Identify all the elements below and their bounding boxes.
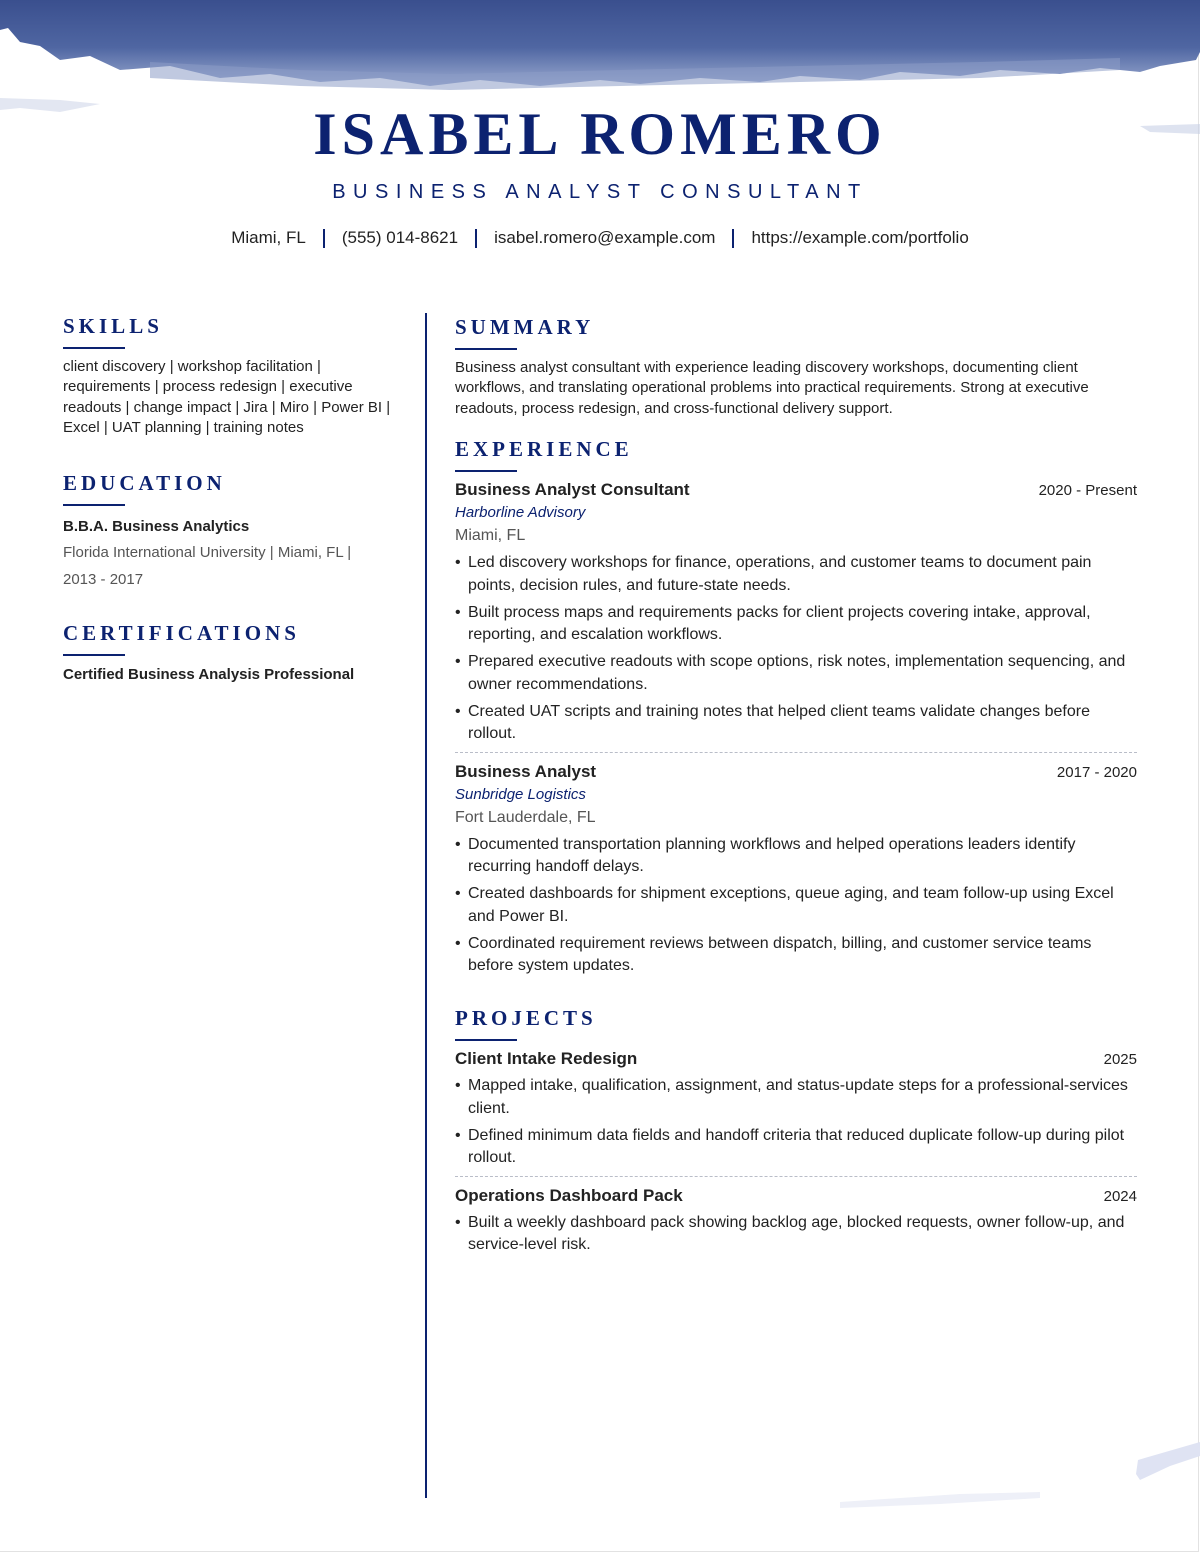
job-bullet: • Created UAT scripts and training notes that helped client teams validate changes before rollout. (455, 701, 1137, 746)
contact-line (0, 226, 1200, 250)
project-year: 2025 (1103, 1051, 1137, 1068)
skills-section (63, 313, 393, 438)
job-bullet: • Created dashboards for shipment exceptions, queue aging, and team follow-up using Excel and Power BI. (455, 883, 1137, 928)
job-header (455, 761, 1137, 784)
section-rule (63, 504, 125, 506)
job-title: Business Analyst Consultant (455, 480, 690, 499)
projects-heading: PROJECTS (455, 1006, 597, 1030)
education-section (63, 470, 393, 593)
skills-list: client discovery | workshop facilitation | requirements | process redesign | executive readouts | change impact | Jira | Miro | Power BI | Excel | UAT planning | training notes (63, 358, 391, 436)
project-title: Operations Dashboard Pack (455, 1185, 683, 1205)
entry-separator (455, 1176, 1137, 1177)
resume-header (0, 100, 1200, 250)
job-dates: 2020 - Present (1038, 482, 1137, 499)
section-rule (455, 348, 517, 350)
project-header (455, 1185, 1137, 1208)
skills-heading: SKILLS (63, 314, 163, 338)
certifications-heading: CERTIFICATIONS (63, 621, 300, 645)
entry-separator (455, 752, 1137, 753)
job-company: Sunbridge Logistics (455, 785, 586, 803)
project-bullets (455, 1075, 1137, 1170)
job-bullets (455, 834, 1137, 978)
contact-portfolio-link[interactable]: https://example.com/portfolio (751, 228, 969, 247)
candidate-title: BUSINESS ANALYST CONSULTANT (332, 181, 868, 203)
experience-entry (455, 761, 1137, 978)
section-rule (455, 470, 517, 472)
project-bullets (455, 1212, 1137, 1257)
job-dates: 2017 - 2020 (1056, 763, 1137, 781)
job-bullets (455, 552, 1137, 746)
projects-section (455, 1005, 1137, 1261)
education-heading: EDUCATION (63, 471, 226, 495)
contact-separator (732, 229, 734, 248)
job-location: Fort Lauderdale, FL (455, 808, 596, 826)
job-location: Miami, FL (455, 527, 526, 544)
education-years: 2013 - 2017 (63, 571, 144, 588)
column-divider (425, 313, 427, 1498)
candidate-name: ISABEL ROMERO (313, 101, 887, 167)
experience-section (455, 436, 1137, 982)
project-entry (455, 1185, 1137, 1257)
summary-heading: SUMMARY (455, 315, 595, 339)
certifications-section (63, 620, 393, 685)
section-rule (455, 1039, 517, 1041)
section-rule (63, 654, 125, 656)
contact-separator (323, 229, 325, 248)
project-header (455, 1048, 1137, 1071)
education-degree: B.B.A. Business Analytics (63, 518, 250, 535)
education-school (63, 539, 393, 593)
experience-heading: EXPERIENCE (455, 437, 633, 461)
summary-section (455, 314, 1137, 419)
project-bullet: • Mapped intake, qualification, assignment, and status-update steps for a professional-services client. (455, 1075, 1137, 1120)
job-bullet: • Built process maps and requirements packs for client projects covering intake, approval, reporting, and escalation workflows. (455, 602, 1137, 647)
project-entry (455, 1048, 1137, 1170)
project-bullet: • Defined minimum data fields and handoff criteria that reduced duplicate follow-up during pilot rollout. (455, 1125, 1137, 1170)
section-rule (63, 347, 125, 349)
contact-location: Miami, FL (231, 228, 306, 247)
watercolor-corner-stroke (1130, 1430, 1200, 1490)
job-bullet: • Coordinated requirement reviews between dispatch, billing, and customer service teams before system updates. (455, 933, 1137, 978)
contact-phone: (555) 014-8621 (341, 228, 459, 247)
job-bullet: • Prepared executive readouts with scope options, risk notes, implementation sequencing, and owner recommendations. (455, 651, 1137, 696)
summary-text: Business analyst consultant with experience leading discovery workshops, documenting client workflows, and translating operational problems into practical requirements. Strong at executive readouts, process redesign, and cross-functional delivery support. (455, 359, 1089, 417)
contact-separator (475, 229, 477, 248)
job-bullet: • Documented transportation planning workflows and helped operations leaders identify recurring handoff delays. (455, 834, 1137, 879)
project-year: 2024 (1103, 1187, 1137, 1205)
job-bullet: • Led discovery workshops for finance, operations, and customer teams to document pain points, decision rules, and future-state needs. (455, 552, 1137, 597)
project-title: Client Intake Redesign (455, 1049, 638, 1068)
job-header (455, 479, 1137, 502)
education-school-line: Florida International University | Miami, FL | (63, 544, 352, 561)
certification-item: Certified Business Analysis Professional (63, 666, 355, 683)
job-title: Business Analyst (455, 761, 597, 781)
job-company: Harborline Advisory (455, 504, 586, 521)
experience-entry (455, 479, 1137, 746)
project-bullet: • Built a weekly dashboard pack showing backlog age, blocked requests, owner follow-up, and service-level risk. (455, 1212, 1137, 1257)
watercolor-bottom-stroke (840, 1488, 1040, 1508)
contact-email[interactable]: isabel.romero@example.com (494, 228, 716, 247)
